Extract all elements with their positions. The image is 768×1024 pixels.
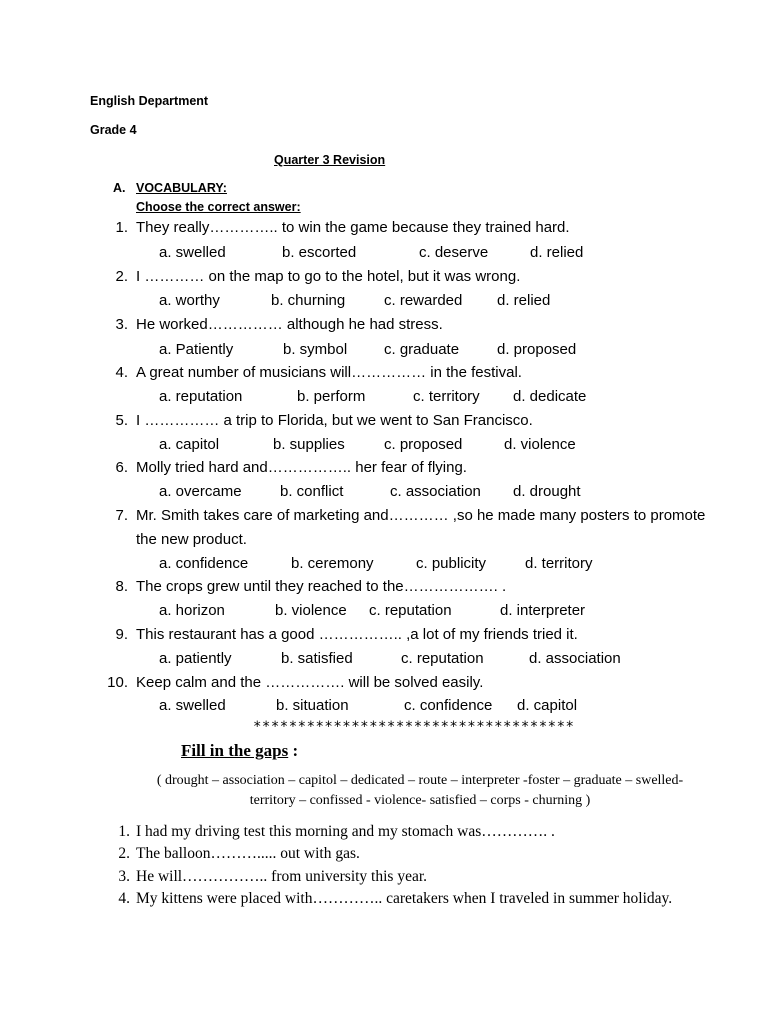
question-text: Mr. Smith takes care of marketing and………… ,so he made many posters to promote	[136, 507, 706, 524]
option-c: c. reputation	[369, 602, 452, 619]
option-d: d. association	[529, 650, 621, 667]
section-instruction: Choose the correct answer:	[136, 200, 301, 214]
gap-item-number: 2.	[118, 845, 130, 862]
option-c: c. proposed	[384, 436, 463, 453]
option-b: b. supplies	[273, 436, 345, 453]
gap-item-text: He will…………….. from university this year.	[136, 868, 428, 885]
question-text: A great number of musicians will…………… in the festival.	[136, 364, 522, 381]
question-text: I ………… on the map to go to the hotel, but it was wrong.	[136, 268, 521, 285]
option-d: d. interpreter	[500, 602, 586, 619]
question-number: 6.	[115, 459, 128, 476]
option-d: d. capitol	[517, 697, 578, 714]
question-number: 1.	[115, 219, 128, 236]
option-c: c. deserve	[419, 244, 489, 261]
department-label: English Department	[90, 94, 209, 108]
question-number: 5.	[115, 412, 128, 429]
option-d: d. violence	[504, 436, 576, 453]
option-d: d. dedicate	[513, 388, 587, 405]
option-d: d. proposed	[497, 341, 577, 358]
option-d: d. relied	[530, 244, 584, 261]
option-c: c. territory	[413, 388, 480, 405]
section-letter: A.	[113, 181, 126, 195]
option-d: d. territory	[525, 555, 593, 572]
option-b: b. ceremony	[291, 555, 374, 572]
question-number: 7.	[115, 507, 128, 524]
option-a: a. worthy	[159, 292, 220, 309]
question-text: The crops grew until they reached to the………………. .	[136, 578, 507, 595]
option-c: c. publicity	[416, 555, 487, 572]
question-text: Keep calm and the ……………. will be solved easily.	[136, 674, 484, 691]
option-d: d. drought	[513, 483, 581, 500]
separator: ************************************	[253, 719, 575, 735]
option-a: a. capitol	[159, 436, 220, 453]
option-c: c. reputation	[401, 650, 484, 667]
option-a: a. swelled	[159, 697, 226, 714]
option-a: a. overcame	[159, 483, 242, 500]
word-bank-line-1: ( drought – association – capitol – dedicated – route – interpreter -foster – graduate – swelled-	[156, 773, 684, 788]
question-text: Molly tried hard and…………….. her fear of flying.	[136, 459, 467, 476]
fill-gaps-title-colon: :	[288, 741, 299, 760]
option-a: a. patiently	[159, 650, 232, 667]
option-d: d. relied	[497, 292, 551, 309]
question-number: 10.	[107, 674, 128, 691]
question-number: 3.	[115, 316, 128, 333]
grade-label: Grade 4	[90, 123, 137, 137]
option-a: a. horizon	[159, 602, 225, 619]
section-title: VOCABULARY:	[136, 181, 227, 195]
gap-item-number: 4.	[118, 890, 130, 907]
question-number: 2.	[115, 268, 128, 285]
fill-gaps-title-text: Fill in the gaps	[181, 741, 289, 760]
question-number: 8.	[115, 578, 128, 595]
question-text: They really………….. to win the game because they trained hard.	[136, 219, 570, 236]
option-c: c. confidence	[404, 697, 493, 714]
option-a: a. Patiently	[159, 341, 234, 358]
question-text: He worked…………… although he had stress.	[136, 316, 443, 333]
gap-item-text: I had my driving test this morning and my stomach was…………. .	[136, 823, 555, 840]
question-text: I …………… a trip to Florida, but we went to San Francisco.	[136, 412, 533, 429]
option-b: b. conflict	[280, 483, 344, 500]
question-number: 9.	[115, 626, 128, 643]
fill-gaps-title	[181, 741, 298, 761]
option-a: a. reputation	[159, 388, 243, 405]
word-bank-line-2: territory – confissed - violence- satisfied – corps - churning )	[249, 793, 591, 808]
option-a: a. confidence	[159, 555, 249, 572]
option-c: c. graduate	[384, 341, 460, 358]
gap-item-number: 1.	[118, 823, 130, 840]
option-b: b. satisfied	[281, 650, 353, 667]
option-c: c. association	[390, 483, 481, 500]
option-b: b. violence	[275, 602, 347, 619]
question-text-continued: the new product.	[136, 531, 247, 548]
gap-item-text: My kittens were placed with………….. caretakers when I traveled in summer holiday.	[136, 890, 673, 907]
question-number: 4.	[115, 364, 128, 381]
option-b: b. symbol	[283, 341, 348, 358]
option-b: b. churning	[271, 292, 346, 309]
page-title: Quarter 3 Revision	[274, 153, 386, 167]
option-c: c. rewarded	[384, 292, 463, 309]
option-a: a. swelled	[159, 244, 226, 261]
option-b: b. escorted	[282, 244, 357, 261]
question-text: This restaurant has a good …………….. ,a lot of my friends tried it.	[136, 626, 578, 643]
gap-item-text: The balloon………..... out with gas.	[136, 845, 360, 862]
gap-item-number: 3.	[118, 868, 130, 885]
option-b: b. perform	[297, 388, 366, 405]
option-b: b. situation	[276, 697, 349, 714]
